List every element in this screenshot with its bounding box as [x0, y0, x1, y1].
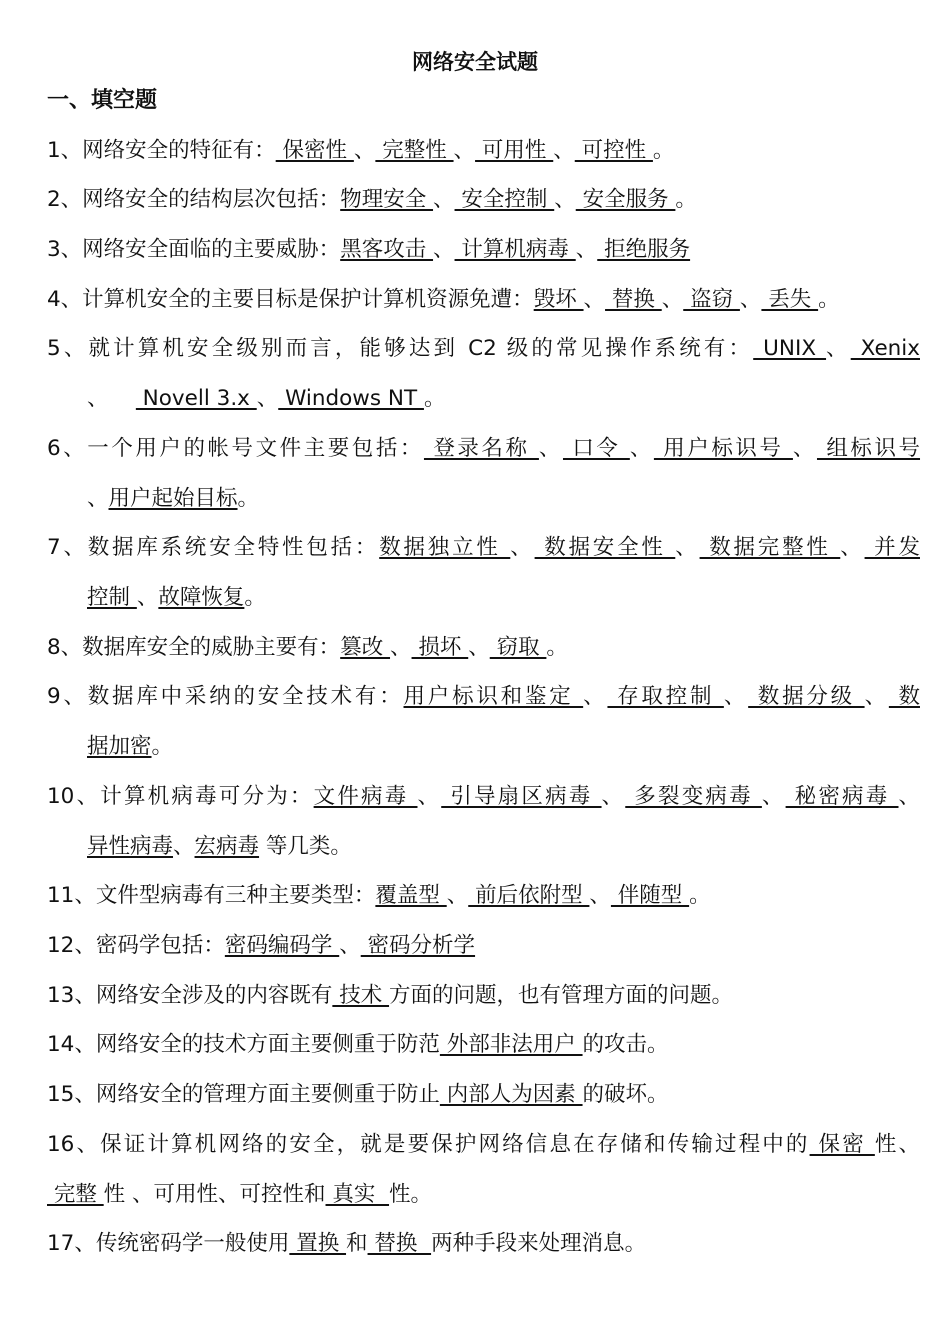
question-text: 、: [417, 784, 442, 809]
answer-blank: 替换: [605, 287, 662, 312]
question-text: 、: [136, 585, 159, 610]
question-text: 、: [433, 237, 455, 262]
answer-blank: Novell 3.x: [135, 386, 257, 411]
question-line: [47, 1224, 920, 1264]
answer-blank: 置换: [289, 1231, 347, 1256]
question-text: 、: [898, 784, 921, 809]
question-text: 。: [546, 635, 568, 660]
answer-blank: 毁坏: [533, 287, 584, 312]
answer-blank: 秘密病毒: [785, 784, 899, 809]
answer-blank: 窃取: [489, 635, 547, 660]
answer-blank: 文件病毒: [313, 784, 418, 809]
answer-blank: 替换: [367, 1231, 432, 1256]
question-text: 、: [390, 635, 412, 660]
question-text: 12、密码学包括：: [47, 933, 225, 958]
question-text: 、: [468, 635, 490, 660]
question-text: 、: [739, 287, 762, 312]
answer-blank: 宏病毒: [194, 834, 260, 859]
question-text: 3、网络安全面临的主要威胁：: [47, 237, 341, 262]
answer-blank: 覆盖型: [375, 883, 447, 908]
answer-blank: 用户标识和鉴定: [403, 684, 584, 709]
question-text: 的攻击。: [582, 1032, 669, 1057]
answer-blank: 可控性: [574, 138, 653, 163]
answer-blank: 篡改: [340, 635, 391, 660]
answer-blank: 安全控制: [454, 187, 555, 212]
question-text: 和: [346, 1231, 368, 1256]
question-text: 17、传统密码学一般使用: [47, 1231, 290, 1256]
answer-blank: 据加密: [87, 734, 152, 759]
answer-blank: 用户标识号: [653, 436, 793, 461]
question-text: 、: [510, 535, 535, 560]
answer-blank: 拒绝服务: [597, 237, 691, 262]
document-title: 网络安全试题: [412, 50, 538, 74]
question-text: 、: [583, 684, 608, 709]
answer-blank: 数据分级: [748, 684, 865, 709]
answer-blank: 数据安全性: [534, 535, 676, 560]
question-text: 、: [87, 386, 136, 411]
question-line: [47, 429, 920, 469]
question-line: [47, 280, 920, 320]
answer-blank: 安全服务: [575, 187, 676, 212]
answer-blank: 物理安全: [340, 187, 434, 212]
answer-blank: 完整性: [375, 138, 454, 163]
question-text: 。: [244, 585, 266, 610]
question-text: 2、网络安全的结构层次包括：: [47, 187, 341, 212]
answer-blank: 多裂变病毒: [625, 784, 762, 809]
question-text: 7、数据库系统安全特性包括：: [47, 535, 380, 560]
question-line: [47, 628, 920, 668]
question-text: 等几类。: [259, 834, 352, 859]
question-text: 、: [554, 187, 576, 212]
question-text: 、: [575, 237, 598, 262]
answer-blank: 引导扇区病毒: [441, 784, 602, 809]
answer-blank: 黑客攻击: [340, 237, 434, 262]
answer-blank: 前后依附型: [468, 883, 590, 908]
question-text: 、: [675, 535, 700, 560]
question-text: 。: [237, 486, 260, 511]
question-text: 、: [453, 138, 476, 163]
question-line: [47, 1175, 920, 1215]
answer-blank: 技术: [332, 983, 390, 1008]
question-text: 。: [151, 734, 174, 759]
question-line: [47, 230, 920, 270]
question-line: [87, 578, 920, 618]
question-text: 、: [629, 436, 654, 461]
answer-blank: 保密: [809, 1132, 875, 1157]
answer-blank: Xenix: [850, 336, 920, 361]
question-line: [87, 727, 920, 767]
question-text: 8、数据库安全的威胁主要有：: [47, 635, 341, 660]
answer-blank: 数据独立性: [379, 535, 511, 560]
question-text: 。: [818, 287, 840, 312]
question-line: [47, 926, 920, 966]
question-text: 的破坏。: [582, 1082, 669, 1107]
question-text: 、: [840, 535, 865, 560]
question-line: [47, 1025, 920, 1065]
answer-blank: 真实: [325, 1182, 390, 1207]
question-line: [47, 329, 920, 369]
question-text: 11、文件型病毒有三种主要类型：: [47, 883, 376, 908]
answer-blank: 密码编码学: [224, 933, 340, 958]
question-text: 、: [601, 784, 626, 809]
question-line: [47, 677, 920, 717]
question-text: 、: [339, 933, 361, 958]
answer-blank: 丢失: [761, 287, 819, 312]
question-line: [87, 379, 920, 419]
question-line: [47, 1125, 920, 1165]
answer-blank: 并发: [864, 535, 920, 560]
question-text: 性。: [389, 1182, 433, 1207]
answer-blank: 口令: [562, 436, 630, 461]
question-text: 、: [583, 287, 606, 312]
answer-blank: 内部人为因素: [439, 1082, 583, 1107]
question-text: 、: [723, 684, 749, 709]
question-text: 。: [675, 187, 697, 212]
answer-blank: 登录名称: [423, 436, 539, 461]
answer-blank: 损坏: [411, 635, 469, 660]
question-text: 、: [446, 883, 469, 908]
question-text: 、: [433, 187, 455, 212]
question-text: 、: [256, 386, 279, 411]
question-text: 4、计算机安全的主要目标是保护计算机资源免遭：: [47, 287, 534, 312]
answer-blank: 组标识号: [816, 436, 921, 461]
answer-blank: 盗窃: [683, 287, 740, 312]
answer-blank: 可用性: [475, 138, 554, 163]
answer-blank: 伴随型: [610, 883, 690, 908]
question-line: [87, 827, 920, 867]
answer-blank: 计算机病毒: [454, 237, 576, 262]
question-text: 、: [173, 834, 195, 859]
answer-blank: 用户起始目标: [108, 486, 238, 511]
answer-blank: 故障恢复: [158, 585, 245, 610]
question-text: 、: [792, 436, 817, 461]
question-text: 5、就计算机安全级别而言，能够达到 C2 级的常见操作系统有：: [47, 336, 754, 361]
question-text: 方面的问题，也有管理方面的问题。: [389, 983, 734, 1008]
question-text: 性、: [874, 1132, 920, 1157]
question-text: 16、保证计算机网络的安全，就是要保护网络信息在存储和传输过程中的: [47, 1132, 810, 1157]
question-line: [87, 479, 920, 519]
answer-blank: 外部非法用户: [439, 1032, 583, 1057]
question-text: 两种手段来处理消息。: [431, 1231, 647, 1256]
answer-blank: 完整: [47, 1182, 104, 1207]
question-text: 9、数据库中采纳的安全技术有：: [47, 684, 404, 709]
question-line: [47, 1075, 920, 1115]
question-text: 性 、可用性、可控性和: [103, 1182, 326, 1207]
question-text: 14、网络安全的技术方面主要侧重于防范: [47, 1032, 440, 1057]
question-text: 、: [761, 784, 786, 809]
answer-blank: Windows NT: [278, 386, 424, 411]
answer-blank: 密码分析学: [360, 933, 476, 958]
question-text: 1、网络安全的特征有：: [47, 138, 276, 163]
answer-blank: 异性病毒: [87, 834, 174, 859]
question-text: 、: [538, 436, 563, 461]
question-line: [47, 976, 920, 1016]
question-text: 、: [87, 486, 109, 511]
section-heading: 一、填空题: [47, 88, 158, 113]
question-text: 15、网络安全的管理方面主要侧重于防止: [47, 1082, 440, 1107]
question-text: 、: [553, 138, 575, 163]
question-line: [47, 777, 920, 817]
question-text: 、: [661, 287, 684, 312]
question-text: 10、计算机病毒可分为：: [47, 784, 314, 809]
question-text: 6、一个用户的帐号文件主要包括：: [47, 436, 424, 461]
answer-blank: 数: [888, 684, 920, 709]
question-text: 、: [589, 883, 611, 908]
question-line: [47, 180, 920, 220]
question-text: 。: [423, 386, 446, 411]
answer-blank: 存取控制: [607, 684, 724, 709]
answer-blank: UNIX: [753, 336, 827, 361]
answer-blank: 控制: [87, 585, 137, 610]
question-text: 。: [652, 138, 675, 163]
question-text: 、: [353, 138, 376, 163]
answer-blank: 数据完整性: [699, 535, 841, 560]
question-line: [47, 876, 920, 916]
question-line: [47, 528, 920, 568]
question-text: 。: [689, 883, 711, 908]
question-text: 13、网络安全涉及的内容既有: [47, 983, 333, 1008]
question-text: 、: [826, 336, 851, 361]
question-line: [47, 131, 920, 171]
answer-blank: 保密性: [275, 138, 354, 163]
question-text: 、: [864, 684, 889, 709]
